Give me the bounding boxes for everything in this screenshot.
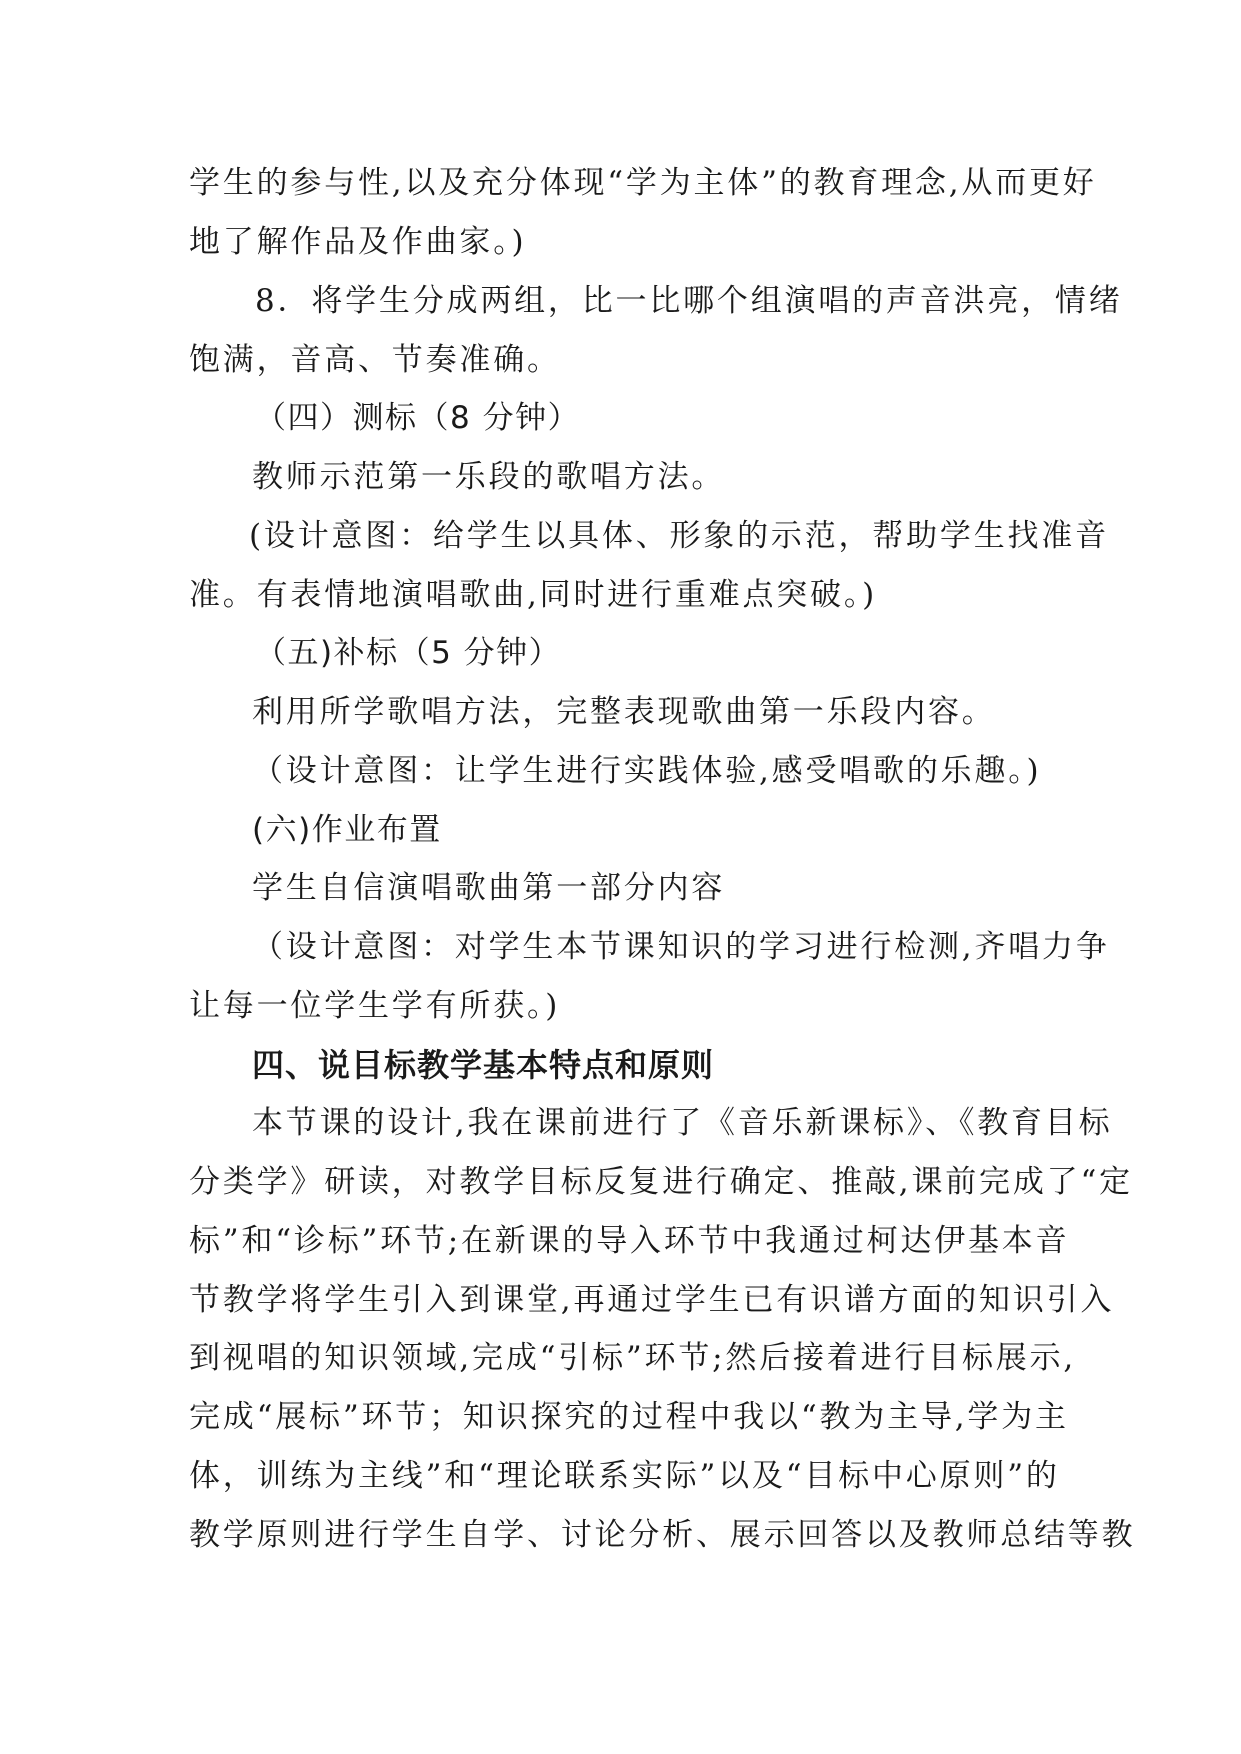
paragraph-line: 本节课的设计,我在课前进行了《音乐新课标》、《教育目标 (252, 1105, 1113, 1141)
paragraph-line: 到视唱的知识领域,完成“引标”环节;然后接着进行目标展示, (189, 1340, 1077, 1376)
paragraph-line: 饱满，音高、节奏准确。 (189, 342, 561, 378)
chapter-heading: 四、说目标教学基本特点和原则 (252, 1046, 715, 1084)
paragraph-line: (设计意图：给学生以具体、形象的示范，帮助学生找准音 (249, 518, 1109, 554)
section-heading: （五)补标（5 分钟） (255, 635, 562, 671)
paragraph-line: 节教学将学生引入到课堂,再通过学生已有识谱方面的知识引入 (189, 1282, 1115, 1318)
section-heading: （四）测标（8 分钟） (255, 400, 581, 436)
paragraph-line: 学生的参与性,以及充分体现“学为主体”的教育理念,从而更好 (189, 165, 1097, 201)
paragraph-line: 体，训练为主线”和“理论联系实际”以及“目标中心原则”的 (189, 1458, 1060, 1494)
paragraph-line: 分类学》研读，对教学目标反复进行确定、推敲,课前完成了“定 (189, 1164, 1133, 1200)
paragraph-line: 标”和“诊标”环节;在新课的导入环节中我通过柯达伊基本音 (189, 1223, 1070, 1259)
paragraph-line: （设计意图：让学生进行实践体验,感受唱歌的乐趣。) (252, 753, 1042, 789)
paragraph-line: 利用所学歌唱方法，完整表现歌曲第一乐段内容。 (252, 694, 996, 730)
paragraph-line: 教学原则进行学生自学、讨论分析、展示回答以及教师总结等教 (189, 1517, 1136, 1553)
paragraph-line: 完成“展标”环节；知识探究的过程中我以“教为主导,学为主 (189, 1399, 1069, 1435)
paragraph-line: 学生自信演唱歌曲第一部分内容 (252, 870, 726, 906)
paragraph-line: 准。有表情地演唱歌曲,同时进行重难点突破。) (189, 577, 878, 613)
paragraph-line: 地了解作品及作曲家。) (189, 224, 527, 260)
section-heading: (六)作业布置 (252, 812, 442, 848)
paragraph-line: （设计意图：对学生本节课知识的学习进行检测,齐唱力争 (252, 929, 1110, 965)
paragraph-line: 让每一位学生学有所获。) (189, 988, 561, 1024)
paragraph-line: 8．将学生分成两组，比一比哪个组演唱的声音洪亮，情绪 (255, 283, 1123, 319)
paragraph-line: 教师示范第一乐段的歌唱方法。 (252, 459, 726, 495)
